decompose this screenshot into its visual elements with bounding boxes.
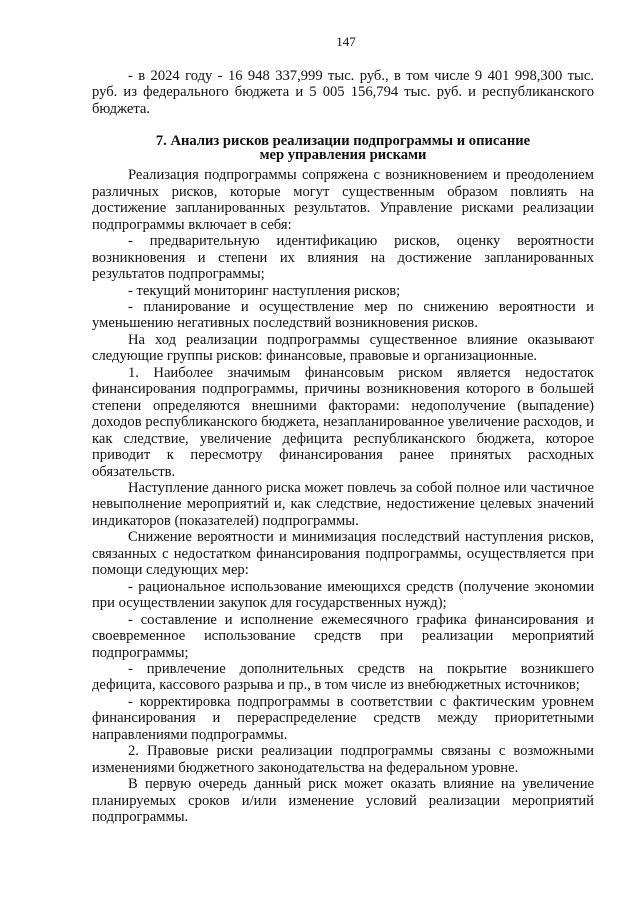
paragraph-risk-consequences: Наступление данного риска может повлечь за собой полное или частичное невыполнение мероприятий и, как следствие, недостижение целевых значений индикаторов (показателей) подпрограммы. (92, 479, 594, 529)
paragraph-risk-mitigation: Снижение вероятности и минимизация последствий наступления рисков, связанных с недостатком финансирования подпрограммы, осуществляется при помощи следующих мер: (92, 529, 594, 579)
section-heading (92, 134, 594, 162)
intro-paragraph: - в 2024 году - 16 948 337,999 тыс. руб., в том числе 9 401 998,300 тыс. руб. из федерального бюджета и 5 005 156,794 тыс. руб. и республиканского бюджета. (92, 68, 594, 117)
section-heading-line-2: мер управления рисками (259, 147, 427, 164)
paragraph-risk-groups: На ход реализации подпрограммы существенное влияние оказывают следующие группы рисков: финансовые, правовые и организационные. (92, 331, 594, 365)
page-number: 147 (336, 34, 356, 49)
list-item-monthly-schedule: - составление и исполнение ежемесячного графика финансирования и своевременное использование средств при реализации мероприятий подпрограммы; (92, 611, 594, 661)
paragraph-risk-management-intro: Реализация подпрограммы сопряжена с возникновением и преодолением различных рисков, которые могут существенным образом повлиять на достижение запланированных результатов. Управление рисками реализации подпрограммы включает в себя: (92, 167, 594, 233)
list-item-rational-use: - рациональное использование имеющихся средств (получение экономии при осуществлении закупок для государственных нужд); (92, 578, 594, 612)
list-item-identification: - предварительную идентификацию рисков, оценку вероятности возникновения и степени их влияния на достижение запланированных результатов подпрограммы; (92, 233, 594, 283)
paragraph-legal-risk-impact: В первую очередь данный риск может оказать влияние на увеличение планируемых сроков и/или изменение условий реализации мероприятий подпрограммы. (92, 776, 594, 826)
list-item-program-adjustment: - корректировка подпрограммы в соответствии с фактическим уровнем финансирования и перераспределение средств между приоритетными направлениями подпрограммы. (92, 693, 594, 743)
section-heading-line-1: 7. Анализ рисков реализации подпрограммы и описание (155, 133, 531, 150)
list-item-additional-funds: - привлечение дополнительных средств на покрытие возникшего дефицита, кассового разрыва и пр., в том числе из внебюджетных источников; (92, 660, 594, 694)
document-page (92, 34, 594, 825)
list-item-planning: - планирование и осуществление мер по снижению вероятности и уменьшению негативных последствий возникновения рисков. (92, 298, 594, 332)
paragraph-financial-risk: 1. Наиболее значимым финансовым риском является недостаток финансирования подпрограммы, причины возникновения которого в большей степени определяются внешними факторами: недополучение (выпадение) доходов республиканского бюджета, незапланированное увеличение расходов, и как следствие, увеличение дефицита республиканского бюджета, которое приводит к пересмотру финансирования ранее принятых расходных обязательств. (92, 364, 594, 480)
list-item-monitoring: - текущий мониторинг наступления рисков; (128, 282, 401, 299)
paragraph-legal-risks: 2. Правовые риски реализации подпрограммы связаны с возможными изменениями бюджетного законодательства на федеральном уровне. (92, 743, 594, 776)
